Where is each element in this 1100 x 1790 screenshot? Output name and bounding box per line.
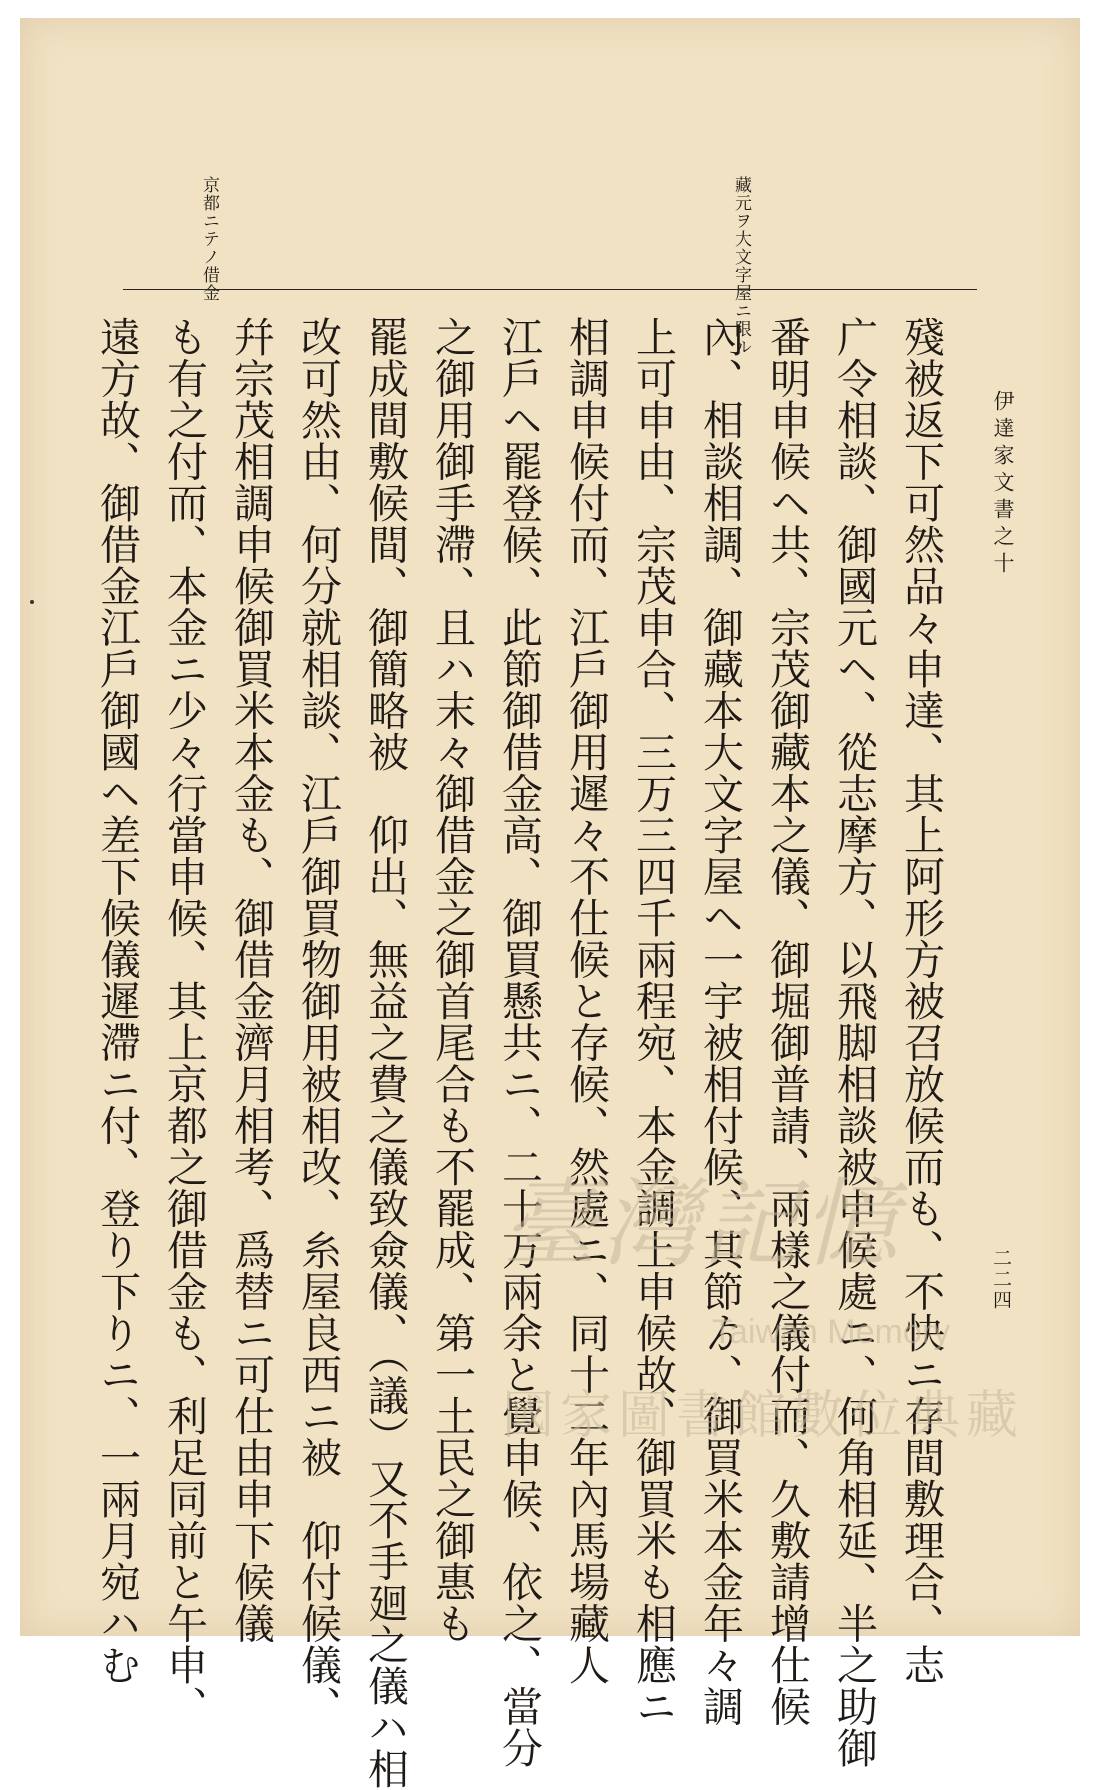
text-column-7: 江戶ヘ罷登候、此節御借金高、御買懸共ニ、二十万兩余と覺申候、依之、當分: [495, 316, 543, 1769]
watermark-english: Taiwan Memory: [712, 1313, 951, 1351]
text-column-5: 上可申由、宗茂申合、三万三四千兩程宛、本金調上申候故、御買米も相應ニ: [629, 316, 677, 1727]
text-column-6: 相調申候付而、江戶御用遲々不仕候と存候、然處ニ、同十二年內馬場藏人: [562, 316, 610, 1686]
text-column-9: 罷成間敷候間、御簡略被 仰出、無益之費之儀致僉儀、（議）又不手廻之儀ハ相: [361, 316, 409, 1790]
text-column-13: 遠方故、御借金江戶御國ヘ差下候儀遲滯ニ付、登り下りニ、一兩月宛ハむ: [93, 316, 141, 1686]
text-column-2: 广令相談、御國元ヘ、從志摩方、以飛脚相談被申候處ニ、何角相延、半之助御: [830, 316, 878, 1769]
running-head: 伊達家文書之十: [991, 390, 1015, 579]
document-page: [20, 18, 1080, 1790]
text-column-10: 改可然由、何分就相談、江戶御買物御用被相改、糸屋良西ニ被 仰付候儀、: [294, 316, 342, 1727]
text-column-3: 番明申候ヘ共、宗茂御藏本之儀、御堀御普請、兩樣之儀付而、久敷請增仕候: [763, 316, 811, 1727]
margin-note-kyoto: 京都ニテノ借金: [199, 176, 219, 302]
paper-speck: [30, 600, 34, 604]
text-column-4: 內、相談相調、御藏本大文字屋ヘ一宇被相付候、其節ゟ、御買米本金年々調: [696, 316, 744, 1727]
header-divider: [123, 289, 977, 290]
text-column-12: も有之付而、本金ニ少々行當申候、其上京都之御借金も、利足同前と午申、: [160, 316, 208, 1727]
watermark: [492, 1138, 1025, 1468]
margin-note-kura: 藏元ヲ大文字屋ニ限ル: [731, 176, 751, 356]
text-column-11: 幷宗茂相調申候御買米本金も、御借金濟月相考、爲替ニ可仕由申下候儀: [227, 316, 275, 1644]
watermark-institution: 國家圖書館數位典藏: [502, 1386, 1025, 1446]
text-column-1: 殘被返下可然品々申達、其上阿形方被召放候而も、不快ニ存間敷理合、志: [897, 316, 945, 1686]
watermark-logo: 臺灣記憶: [502, 1168, 902, 1280]
text-column-8: 之御用御手滯、且ハ末々御借金之御首尾合も不罷成、第一土民之御惠も: [428, 316, 476, 1644]
page-number: 二二四: [990, 1248, 1012, 1311]
